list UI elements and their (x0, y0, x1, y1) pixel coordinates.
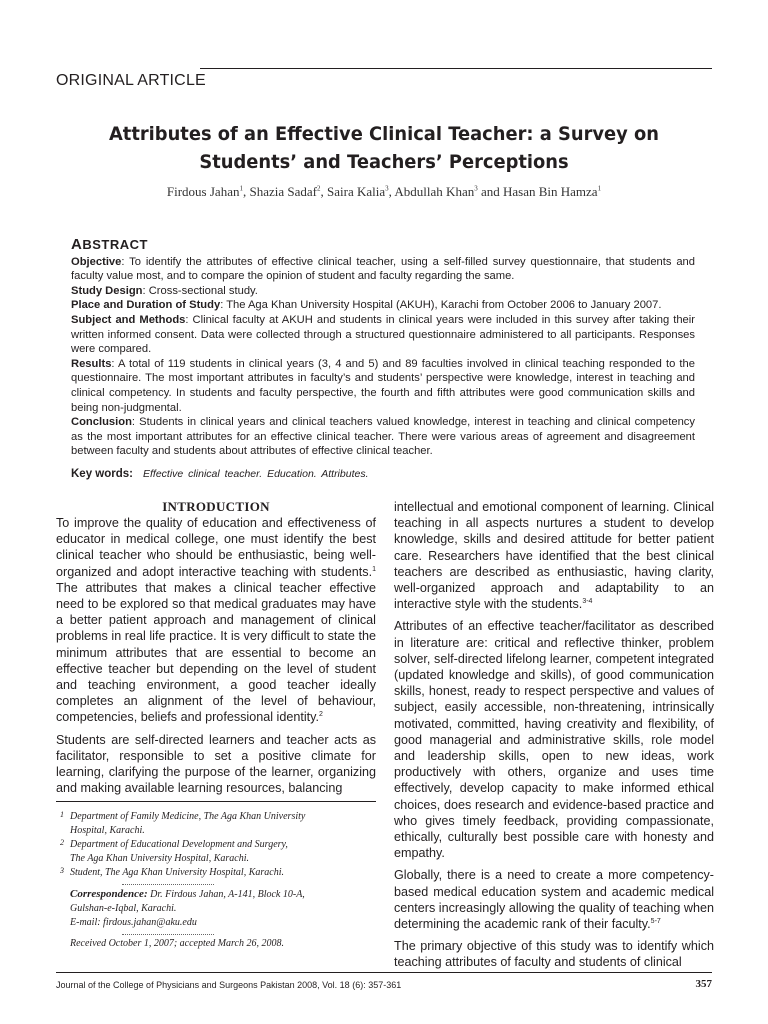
abstract-heading-rest: BSTRACT (82, 237, 148, 252)
author-name: Firdous Jahan (166, 184, 240, 199)
title-line-1: Attributes of an Effective Clinical Teacher: a Survey on (108, 123, 660, 145)
footnotes (56, 810, 376, 951)
keywords-label: Key words: (71, 468, 133, 480)
label: Study Design (71, 284, 143, 297)
footnote (56, 810, 376, 824)
paragraph: Attributes of an effective teacher/facilitator as described in literature are: critical and reflective thinker, problem solver, self-directed lifelong learner, competent integrated (updated knowledge and skills), of good communication skills, honest, ready to respect perspective and values of subject, easily accessible, non-threatening, intrinsically motivated, committed, having creativity and flexibility, of good managerial and administrative skills, role model and leadership skills, open to new ideas, work productively with others, organize and uses time effectively, develop capacity to make informed ethical choices, does research and evidence-based practice and who gives timely feedback, providing compassionate, ethically, culturally best possible care with honesty and empathy. (394, 619, 714, 861)
footnote-number: 3 (60, 866, 64, 875)
abstract-place (71, 298, 695, 313)
text: : To identify the attributes of effective clinical teacher, using a self-filled survey questionnaire, that students and faculty value most, and to compare the opinion of student and faculty regarding the same. (71, 255, 695, 283)
journal-citation: Journal of the College of Physicians and Surgeons Pakistan 2008, Vol. 18 (6): 357-361 (56, 980, 402, 990)
abstract-heading-initial: A (71, 236, 83, 253)
author-name: Saira Kalia (327, 184, 386, 199)
affiliation-mark: 3 (474, 184, 478, 193)
footnote-rule (56, 801, 376, 802)
text: Hospital, Karachi. (70, 825, 145, 836)
received-dates: Received October 1, 2007; accepted March 26, 2008. (70, 938, 284, 949)
correspondence (56, 887, 376, 930)
abstract (71, 238, 695, 459)
text: : Students in clinical years and clinical teachers valued knowledge, interest in teaching and clinical competency as the most important attributes for an effective clinical teacher. There were various areas of agreement and disagreement between faculty and students about attributes of effective clinical teacher. (71, 416, 695, 458)
abstract-results (71, 357, 695, 415)
text: Student, The Aga Khan University Hospital, Karachi. (70, 867, 284, 878)
abstract-methods (71, 313, 695, 357)
abstract-design (71, 284, 695, 299)
text: : The Aga Khan University Hospital (AKUH), Karachi from October 2006 to January 2007. (220, 299, 662, 312)
affiliation-mark: 3 (385, 184, 389, 193)
label: Objective (71, 255, 122, 268)
keywords-values: Effective clinical teacher. Education. Attributes. (143, 468, 369, 480)
section-label: ORIGINAL ARTICLE (56, 72, 206, 89)
paragraph (394, 867, 714, 932)
affiliation-mark: 1 (597, 184, 602, 193)
affiliation-mark: 2 (317, 184, 321, 193)
label: Place and Duration of Study (71, 299, 221, 312)
text: To improve the quality of education and effectiveness of educator in medical college, one must identify the best clinical teacher who should be enthusiastic, being well-organized and adopt interactive teaching with students. (56, 516, 376, 579)
footnote (56, 866, 376, 880)
footnote (56, 838, 376, 852)
correspondence-email: E-mail: firdous.jahan@aku.edu (70, 917, 197, 928)
text: The attributes that makes a clinical teacher effective need to be explored so that medical graduates may have a better patient approach and management of clinical problems in real life practice. It is very difficult to state the minimum attributes that are essential to become an effective teacher but depending on the level of student and teaching environment, a good teacher ideally completes an alignment of the level of behaviour, competencies, beliefs and professional identity. (56, 580, 376, 725)
author-list (56, 184, 712, 200)
footer-rule (56, 972, 712, 973)
page-number: 357 (695, 978, 712, 990)
dotted-rule (122, 934, 214, 935)
label: Subject and Methods (71, 313, 186, 326)
text: Department of Family Medicine, The Aga Khan University (70, 811, 306, 822)
keywords (71, 468, 369, 480)
title-line-2: Students’ and Teachers’ Perceptions (199, 151, 569, 173)
introduction-heading: INTRODUCTION (162, 499, 270, 514)
separator: , (242, 184, 250, 199)
correspondence-line (70, 887, 376, 902)
left-column (56, 515, 376, 802)
paragraph: Students are self-directed learners and teacher acts as facilitator, responsible to set a positive climate for learning, clarifying the purpose of the learner, organizing and making available learning resources, balancing (56, 732, 376, 796)
author-name: Abdullah Khan (394, 184, 475, 199)
text: The Aga Khan University Hospital, Karachi. (70, 853, 249, 864)
footnote (56, 852, 376, 866)
text: Dr. Firdous Jahan, A-141, Block 10-A, (147, 889, 305, 900)
citation: 5-7 (650, 917, 661, 925)
header-rule (200, 68, 712, 69)
author-name: Hasan Bin Hamza (503, 184, 598, 199)
affiliation-mark: 1 (239, 184, 243, 193)
text: : Cross-sectional study. (142, 284, 258, 297)
abstract-objective (71, 255, 695, 284)
footnote (56, 824, 376, 838)
separator: and (477, 184, 503, 199)
citation: 2 (319, 711, 323, 719)
citation: 1 (372, 565, 376, 573)
footnote-number: 2 (60, 838, 64, 847)
abstract-conclusion (71, 415, 695, 459)
text: : A total of 119 students in clinical years (3, 4 and 5) and 89 faculties involved in clinical teaching responded to the questionnaire. The most important attributes in faculty’s and students’ perspective were knowledge, interest in teaching and clinical competency. In students and faculty perspective, the fourth and fifth attributes were good communication skills and being non-judgmental. (71, 357, 695, 414)
paragraph: The primary objective of this study was to identify which teaching attributes of faculty and students of clinical (394, 939, 714, 970)
right-column (394, 499, 714, 977)
article-title (76, 120, 693, 176)
text: Globally, there is a need to create a more competency-based medical education system and academic medical centers increasingly allowing the quality of teaching when determining the academic rank of their faculty. (394, 868, 714, 932)
text: Department of Educational Development and Surgery, (70, 839, 288, 850)
separator: , (320, 184, 327, 199)
label: Conclusion (71, 416, 132, 429)
dotted-rule (122, 884, 214, 885)
correspondence-line: Gulshan-e-Iqbal, Karachi. (70, 903, 177, 914)
abstract-heading (71, 238, 695, 253)
citation: 3-4 (582, 598, 593, 606)
text: intellectual and emotional component of learning. Clinical teaching in all aspects nurtures a student to develop knowledge, skills and desired attitude for better patient care. Researchers have identified that the best clinical teachers are described as enthusiastic, having clarity, well-organized approach and adaptability to an interactive style with the students. (394, 500, 714, 612)
footnote-number: 1 (60, 810, 64, 819)
paragraph (56, 515, 376, 726)
paragraph (394, 499, 714, 612)
label: Results (71, 357, 112, 370)
text: : Clinical faculty at AKUH and students in clinical years were included in this survey after taking their written informed consent. Data were collected through a structured questionnaire administered to all participants. Responses were compared. (71, 313, 695, 356)
author-name: Shazia Sadaf (249, 184, 317, 199)
correspondence-label: Correspondence: (70, 888, 148, 900)
separator: , (388, 184, 395, 199)
